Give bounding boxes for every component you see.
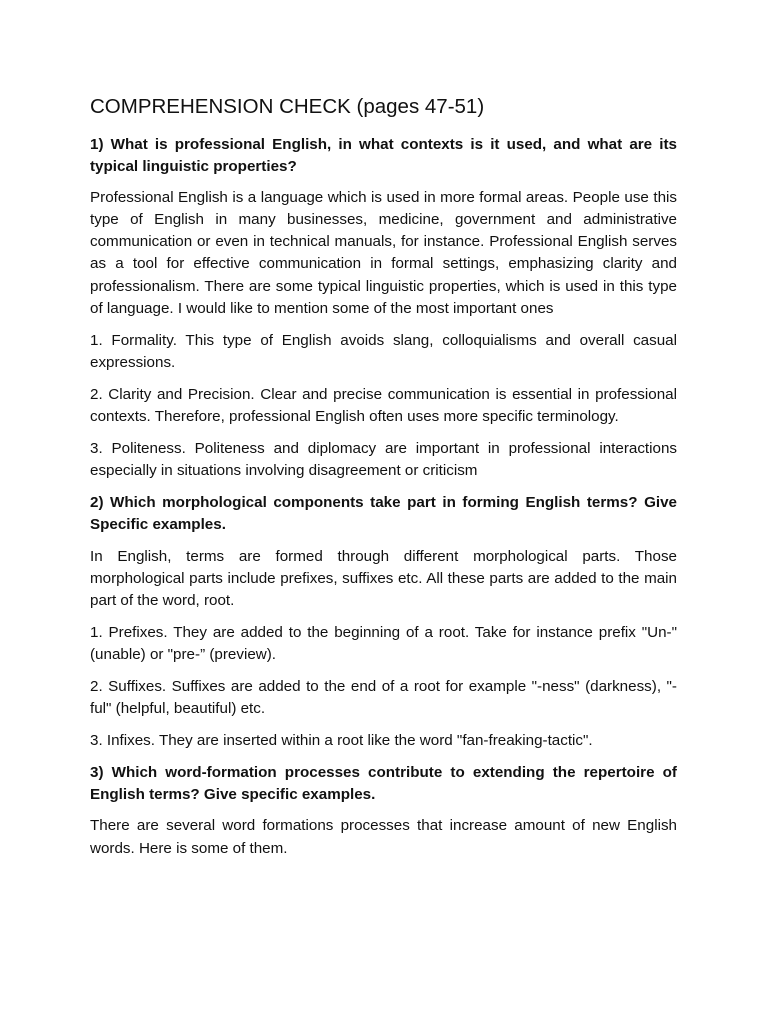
answer-2-paragraph-4: 3. Infixes. They are inserted within a root like the word "fan-freaking-tactic". (90, 732, 593, 750)
question-3: 3) Which word-formation processes contribute to extending the repertoire of English terms? Give specific examples. (90, 764, 677, 803)
answer-1-paragraph-1: Professional English is a language which is used in more formal areas. People use this type of English in many businesses, medicine, government and administrative communication or even in technical manuals, for instance. Professional English serves as a tool for effective communication in formal settings, emphasizing clarity and professionalism. There are some typical linguistic properties, which is used in this type of language. I would like to mention some of the most important ones (90, 189, 677, 317)
section-2 (90, 492, 677, 752)
answer-2-paragraph-2: 1. Prefixes. They are added to the beginning of a root. Take for instance prefix "Un-" (unable) or "pre-” (preview). (90, 623, 677, 663)
answer-1-paragraph-3: 2. Clarity and Precision. Clear and precise communication is essential in professional contexts. Therefore, professional English often uses more specific terminology. (90, 385, 677, 426)
document-page (90, 94, 677, 870)
answer-3-paragraph-1: There are several word formations processes that increase amount of new English words. Here is some of them. (90, 817, 677, 857)
answer-2-paragraph-1: In English, terms are formed through different morphological parts. Those morphological parts include prefixes, suffixes etc. All these parts are added to the main part of the word, root. (90, 547, 677, 609)
section-3 (90, 762, 677, 859)
page-title: COMPREHENSION CHECK (pages 47-51) (90, 95, 485, 118)
answer-1-paragraph-4: 3. Politeness. Politeness and diplomacy are important in professional interactions especially in situations involving disagreement or criticism (90, 440, 677, 480)
question-1: 1) What is professional English, in what contexts is it used, and what are its typical linguistic properties? (90, 136, 677, 175)
answer-2-paragraph-3: 2. Suffixes. Suffixes are added to the end of a root for example "-ness" (darkness), "-ful" (helpful, beautiful) etc. (90, 677, 677, 718)
answer-1-paragraph-2: 1. Formality. This type of English avoids slang, colloquialisms and overall casual expressions. (90, 331, 677, 371)
question-2: 2) Which morphological components take part in forming English terms? Give Specific examples. (90, 494, 677, 533)
section-1 (90, 134, 677, 482)
